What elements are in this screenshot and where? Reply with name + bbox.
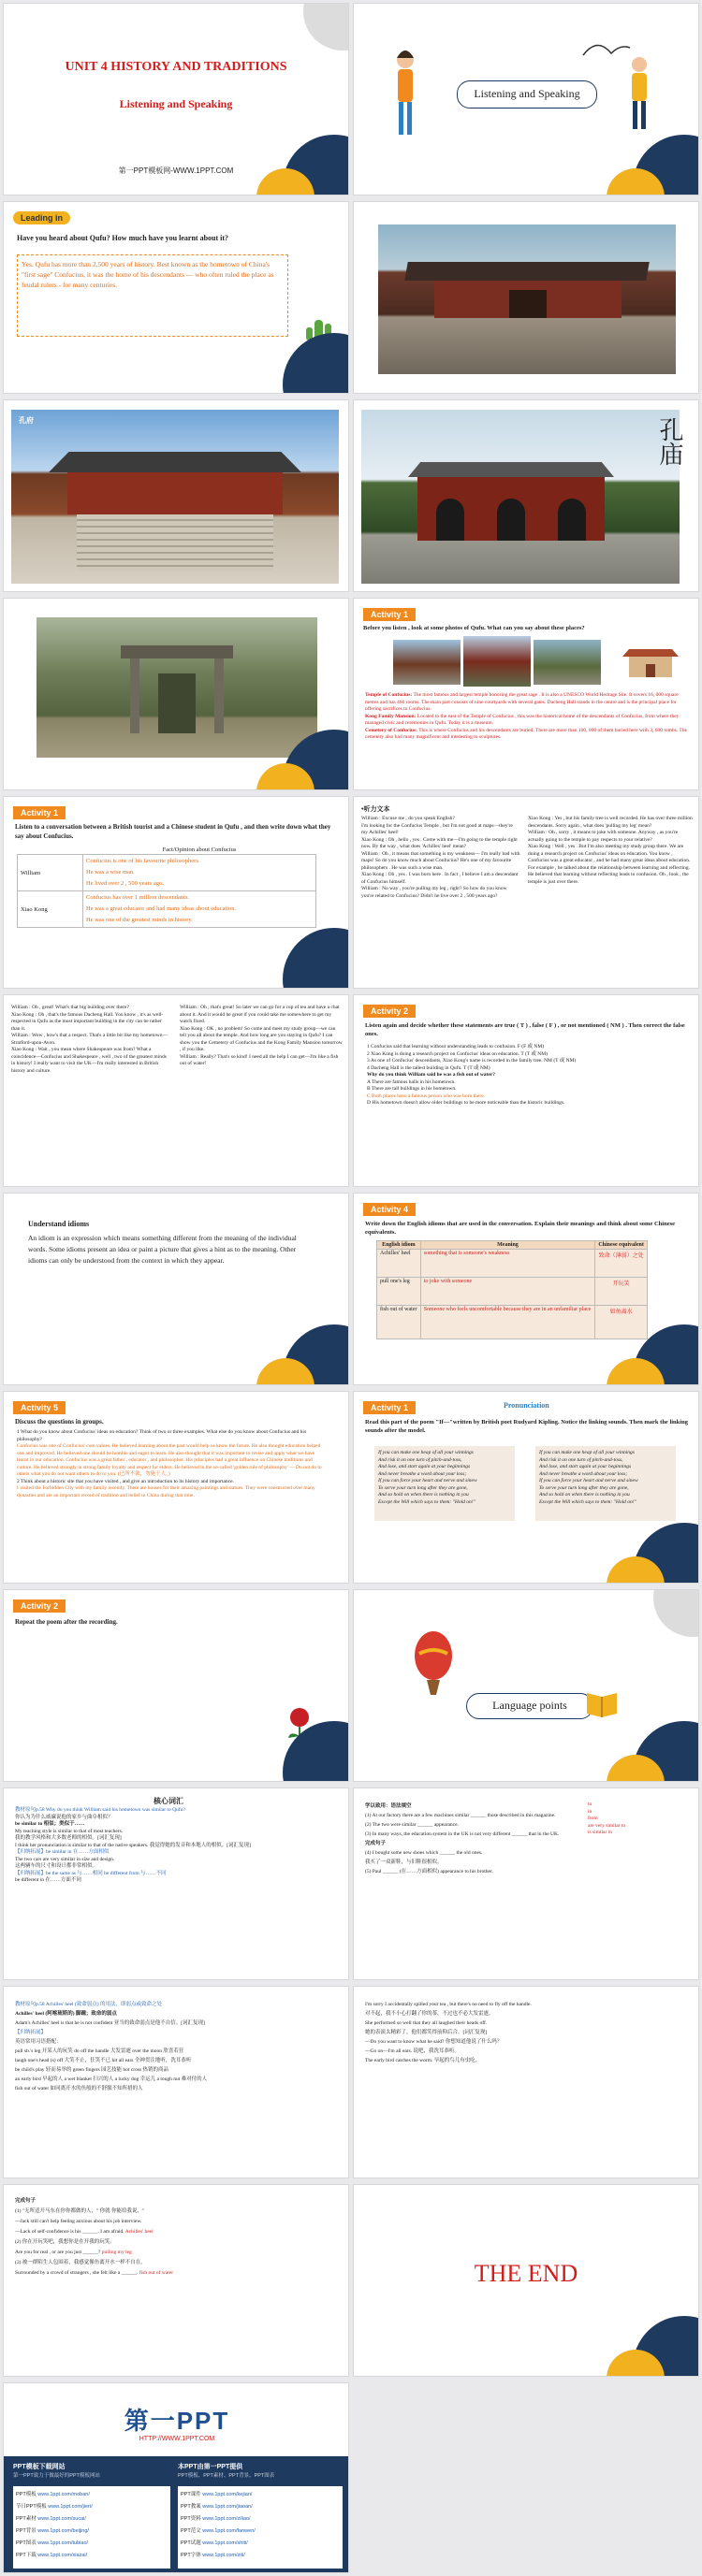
slide-transcript-1 [353,796,699,989]
promo-link[interactable]: PPT素材 www.1ppt.com/sucai/ [16,2516,86,2522]
discussion-content [17,1429,326,1499]
activity-tag: Activity 2 [13,1599,66,1613]
table-row: fish out of water Someone who feels uncomfortable because they are in an unfamiliar place 如鱼离水 [377,1306,648,1339]
girl-illustration-icon [382,41,429,153]
transcript-head: •听力文本 [361,805,390,813]
promo-panel [4,2456,349,2573]
table-row [18,891,316,928]
statement-item: 4 Dacheng Hall is the tallest building in Qufu. T (T 或 NM) [367,1064,490,1071]
example-sentences: I'm sorry I accidentally spilled your tea , but there's no need to fly off the handle. 对不起，我不小心打翻了你的茶，不过也不必大发雷霆。 She performed so well that they all laughed their heads off. 她的表演太精彩了，他们都笑得前仰后合。[词汇复现] —Do you want to know what he said? 你想知道他说了什么吗？ —Go on—I'm all ears. 说吧，我洗耳恭听。 The early bird catches the worm. 早起的鸟儿有虫吃。 [365,2002,532,2063]
vocab-body: 教材原句p.58 Why do you think William said his hometown was similar to Qufu? 你认为为什么威廉说他的家乡与曲阜相似？ be similar to 相似；类似于…… My teaching style is similar to that of most teachers. 我的教学风格和大多数老师的相似。[词汇复现] I think her pronunciation is similar to that of the native speakers. 我觉得她的发音和本地人的相似。[词汇复现] 【归纳拓展】be similar in 在……方面相似 The two cars are very similar in size and design. 这两辆车的尺寸和设计都非常相似。 【归纳拓展】be the same as 与……相同 be different from 与……不同 be different in 在……方面不同 [15,1807,251,1883]
promo-left-sub: 第一PPT致力于做最好的PPT模板网站 [13,2473,100,2479]
idiom-table [376,1240,648,1339]
pronunciation-head: Pronunciation [504,1401,549,1410]
discussion-question: 2 Think about a historic site that you have visited , and give an introduction to its history and importance. [17,1478,234,1484]
statement-list [367,1044,685,1107]
promo-link[interactable]: PPT下载 www.1ppt.com/xiazai/ [16,2553,88,2558]
fact-item: He was one of the greatest minds in history. [86,917,193,923]
promo-link[interactable]: PPT教案 www.1ppt.com/jiaoan/ [181,2504,253,2510]
fact-item: Confucius has over 1 million descendants. [86,894,190,901]
fact-item: He lived over 2 , 500 years ago. [86,880,164,887]
temple-description: Temple of Confucius: The most famous and largest temple honoring the great sage . It is also a UNESCO World Heritage Site. It covers 16, 000 square metres and has 466 rooms. The main part consists of nine courtyards with several gates. Dacheng Hall stands in the centre and is the principal place for offering sacrifices to Confucius. Kong Family Mansion: Located to the east of the Temple of Confucius , this was the historical home of the descendants of Confucius, from where they managed civic and ceremonies in Qufu. Today it is a museum. Cemetery of Confucius: This is where Confucius and his descendants are buried. There are more than 100, 000 of them buried here with 3, 600 tombs. The cemetery also had many magnificent and interesting to sculptures. [365,692,687,740]
promo-link[interactable]: PPT图表 www.1ppt.com/tubiao/ [16,2540,89,2546]
sentence-list: 完成句子 (1) "无所适开马东在你你都做的人，" 你就 你能给我说，" —Jack still can't help feeling anxious about his job interview. —Lack of self-confidence is his ______. I am afraid. Achilles' heel (2) 你在开玩笑吧，我想你是在开我的玩笑。 Are you for real , or are you just ______? pulling my leg (3) 被一群陌生人包围着，我感觉像鱼离开水一样不自在。 Surrounded by a crowd of strangers , she felt like a ______. fish out of water [15,2198,174,2276]
slide-activity2 [353,994,699,1187]
promo-logo: 第一PPT [124,2407,230,2435]
discussion-head: Discuss the questions in groups. [15,1418,104,1425]
promo-link[interactable]: PPT范文 www.1ppt.com/fanwen/ [181,2528,256,2534]
speaker-name: Xiao Kong [18,891,83,928]
discussion-answer: I visited the Forbidden City with my family recently. There are houses for their amazing paintings and statues. They were constructed over many dynasties and are an important record of tradition and belief in China during that time. [17,1485,315,1498]
temple-gate-photo [361,410,680,584]
slide-activity5 [3,1391,349,1584]
boy-illustration-icon [621,51,658,135]
decor-circle [303,3,349,51]
activity-instruction: Listen to a conversation between a British tourist and a Chinese student in Qufu , and then write down what they say about Confucius. [15,823,331,840]
temple-photo [378,224,676,374]
discussion-question: 1 What do you know about Confucius' ideas on education? Think of two or three examples. What else do you know about Confucius and his philosophy? [17,1429,307,1442]
statement-item: 3 As one of Confucius' descendants, Xiao Kong's name is recorded in the family tree. NM (T 或 NM) [367,1058,577,1064]
slide-photo-cemetery [3,598,349,790]
fact-table [17,846,316,928]
answer: Achilles' heel [124,2229,154,2235]
table-header: Fact/Opinion about Confucius [162,847,237,853]
option-item: A There are famous halls in his hometown. [367,1078,456,1085]
cemetery-photo [37,617,317,758]
promo-link[interactable]: PPT模板 www.1ppt.com/moban/ [16,2492,90,2497]
promo-links-right [178,2486,343,2569]
section-title: Listening and Speaking [457,80,597,109]
fact-item: He was a great educator and had many ideas about education. [86,905,237,912]
decor-circle [283,333,349,394]
speaker-name: William [18,855,83,891]
temple-gate-label: 孔庙 [655,417,683,466]
activity-tag: Activity 1 [363,1401,416,1414]
promo-links-left [13,2486,170,2569]
slide-vocab-exercise [353,1787,699,1980]
slide-understand-idioms [3,1193,349,1385]
slide-idiom-examples [353,1986,699,2178]
option-item: B There are tall buildings in his hometown. [367,1086,457,1092]
the-end-title: THE END [474,2260,578,2287]
slide-title [3,3,349,195]
idioms-head: Understand idioms [28,1220,90,1228]
unit-subtitle: Listening and Speaking [119,97,233,110]
activity-question: Before you listen , look at some photos of Qufu. What can you say about these places? [363,625,585,631]
mansion-label: 孔府 [19,416,34,425]
statement-item: 2 Xiao Kong is doing a research project on Confucius' ideas on education. T (T 或 NM) [367,1050,548,1057]
promo-right-head: 本PPT由第一PPT提供 [178,2464,243,2470]
slide-activity1-table [3,796,349,989]
activity-tag: Activity 5 [13,1401,66,1414]
promo-link[interactable]: PPT试题 www.1ppt.com/shiti/ [181,2540,248,2546]
slide-the-end [353,2184,699,2377]
promo-link[interactable]: PPT课件 www.1ppt.com/kejian/ [181,2492,253,2497]
slide-transcript-2 [3,994,349,1187]
slide-activity4 [353,1193,699,1385]
activity-tag: Activity 4 [363,1203,416,1216]
promo-right-sub: PPT模板、PPT素材、PPT背景、PPT图表 [178,2473,275,2479]
ancient-building-illustration-icon [618,638,683,687]
poem-left: If you can make one heap of all your winnings And risk it on one turn of pitch-and-toss, And lose, and start again at your beginnings And never breathe a word about your loss; If you can force your heart and nerve and sinew To serve your turn long after they are gone, And so hold on when there is nothing in you Except the Will which says to them: "Hold on!" [374,1446,515,1521]
promo-link[interactable]: PPT背景 www.1ppt.com/beijing/ [16,2528,89,2534]
slide-photo-temple-gate [353,399,699,592]
table-header: Chinese equivalent [595,1241,648,1250]
book-icon [583,1684,621,1721]
transcript-left: William : Excuse me , do you speak English? I'm looking for the Confucius Temple , but I'm not good at maps—they're my Achilles' heel! Xiao Kong : Oh , hello , yes . Come with me—I'm going to the temple right now. By the way , what does 'Achilles' heel' mean? William : Oh , it means that something is my weakness— I'm really bad with maps! So do you know much about Confucius? He's one of my favourite philosophers . He was such a wise man. Xiao Kong : Oh , yes . I was born here . In fact , I believe I am a descendant of Confucius himself. William : No way , you're pulling my leg , right? So how do you know you're related to Confucius? Didn't he live over 2 , 500 years ago? [361,816,520,899]
table-row [18,855,316,891]
slide-pronunciation [353,1391,699,1584]
transcript-right: Xiao Kong : Yes , but his family tree is well recorded. He has over three million descendants. Sorry again , what does 'pulling my leg' mean? William : Oh , sorry , it means to joke with someone. Anyway , as you're actually going to the temple to pay respects to your relative? Xiao Kong : Well , yes . But I'm also meeting my study group there. We are doing a research project on Confucius' ideas on education. You know , Confucius was a great educator , and he had many great ideas about education. For example , he talked about the relationship between learning and reflecting. He believed that learning without reflecting leads to confusion. Oh , look , the temple is just over there. [528,816,693,885]
answer: pulling my leg [101,2250,132,2255]
decor-circle [283,928,349,989]
question-text: Why do you think William said he was a fish out of water? [367,1072,496,1078]
table-row: pull one's leg to joke with someone 开玩笑 [377,1278,648,1306]
photo-thumb [463,636,531,687]
activity-instruction: Write down the English idioms that are used in the conversation. Explain their meanings and think about some Chinese equivalents. [365,1221,676,1236]
slide-repeat-poem [3,1589,349,1782]
promo-link[interactable]: PPT资料 www.1ppt.com/ziliao/ [181,2516,251,2522]
slide-complete-sentences [3,2184,349,2377]
transcript-left: William : Oh , great! What's that big building over there? Xiao Kong : Oh , that's the famous Dacheng Hall. You know , it's as well-respected in Qufu as the most important building in the city can be rather than it. William : Wow , how's that a respect. That's a little bit like my hometown—Stratford-upon-Avon. Xiao Kong : Wait , you mean where Shakespeare was from? What a coincidence—Confucius and Shakespeare , well , two of the greatest minds in history! I really want to visit the UK—I'm really interested in British history and culture. [11,1005,168,1074]
repeat-instruction: Repeat the poem after the recording. [15,1618,118,1626]
slide-leading-in [3,201,349,394]
answer: fish out of water [139,2270,174,2276]
mansion-photo [11,410,339,584]
idiom-notes: 教材原句p.58 Achilles' heel (致命弱点) 的用法，即弱点或致命之处 Achilles' heel (阿喀琉斯的) 脚踵；致命的弱点 Adam's Achilles' heel is that he is not confident 亚当的致命弱点是他不自信。[词汇复现] 【归纳拓展】 英语常用习语搭配： pull sb.'s leg 开某人的玩笑 do off the handle 大发雷霆 over the moon 欣喜若狂 laugh one's head (s) off 大笑不止，狂笑不已 hit all ears 全神贯注地听，洗耳恭听 be child's play 轻而易举的 green fingers 园艺技能 hot cross 热销的商品 an early bird 早起的人 a wet blanket 扫兴的人 a lucky dog 幸运儿 a tough nut 难对付的人 fish out of water 如同离开水的鱼般的不舒服不知所措的人 [15,2002,208,2091]
unit-title: UNIT 4 HISTORY AND TRADITIONS [65,60,287,74]
slide-photo-temple [353,201,699,394]
balloon-icon [410,1628,457,1730]
promo-left-head: PPT模板下载网站 [13,2464,66,2470]
activity-instruction: Listen again and decide whether these statements are true ( T ) , false ( F ) , or not mentioned ( NM ) . Then correct the false ones. [365,1022,685,1037]
table-header: English idiom [377,1241,421,1250]
table-header: Meaning [420,1241,594,1250]
slide-promo [3,2382,349,2573]
slide-core-vocab [3,1787,349,1980]
photo-thumb [534,640,601,685]
decor-circle [653,1589,699,1637]
promo-url: HTTP://WWW.1PPT.COM [139,2436,215,2442]
vocab-head: 核心词汇 [154,1797,183,1805]
leading-answer: Yes. Qufu has more than 2,500 years of history. Best known as the hometown of China's "first sage" Confucius, it was the home of his descendants — who often ruled the place as feudal rulers - for many centuries. [17,254,288,337]
leading-in-tag: Leading in [13,211,70,224]
slide-section [353,3,699,195]
activity-tag: Activity 2 [363,1005,416,1018]
discussion-answer: Confucius was one of Confucius' core values. He believed learning about the past would help us know the future. He also thought education helped one and improved. He believed one should be humble and eager to learn. He also thought that it was important to revise and apply what we have learnt in our education. Confucius was a great father , educator , and philosopher. His principles had a great influence on Chinese traditions and culture. He believed strongly in strong family loyalty and respect for elders. He believed in the so-called 'golden rule of philosophy' — Do not do to others what you do not want others to do to you. (已所不欲，勿施于人。) [17,1443,322,1477]
slide-activity1-photos [353,598,699,790]
activity-tag: Activity 1 [13,806,66,819]
answer-key: to in from are very similar to is similar in [588,1802,626,1835]
statement-item: 1 Confucius said that learning without understanding leads to confusion. F (F 或 NM) [367,1044,545,1049]
fact-item: He was a wise man. [86,869,135,876]
brand-text: 第一PPT模板网-WWW.1PPT.COM [118,166,234,175]
table-row: Achilles' heel something that is someone's weakness 致命（薄弱）之处 [377,1250,648,1278]
exercise-body: 学以致用：语法填空 (1) At our factory there are a few machines similar ______ those described in this magazine. (2) The two were similar ______ appearance. (3) In many ways, the education system in the UK is not very different ______ that in the UK. 完成句子 (4) I bought some new shoes which ______ the old ones. 我买了一双新鞋，与旧鞋很相似。 (5) Paul ______ (在……方面相似) appearance to his brother. [365,1803,560,1874]
photo-thumb [393,640,461,685]
poem-right: If you can make one heap of all your winnings And risk it on one turn of pitch-and-toss, And lose, and start again at your beginnings And never breathe a word about your loss; If you can force your heart and nerve and sinew To serve your turn long after they are gone, And so hold on when there is nothing in you Except the Will which says to them: "Hold on!" [535,1446,676,1521]
transcript-right: William : Oh , that's great! So later we can go for a cup of tea and have a chat about it. And it would be great if you could take me somewhere to get my watch fixed. Xiao Kong : OK , no problem! So come and meet my study group—we can tell you all about the temple. And how long are you staying in Qufu? I can show you the Cemetery of Confucius and the Kong Family Mansion tomorrow , if you like. William : Really? That's so kind! I need all the help I can get—I'm like a fish out of water! [180,1005,343,1066]
promo-link[interactable]: PPT字体 www.1ppt.com/ziti/ [181,2553,245,2558]
activity-instruction: Read this part of the poem "If—"written by British poet Rudyard Kipling. Notice the linking sounds. Then mark the linking sounds after the model. [365,1419,688,1434]
slide-language-points [353,1589,699,1782]
leading-question: Have you heard about Qufu? How much have you learnt about it? [17,234,229,242]
slide-achilles-heel [3,1986,349,2178]
promo-link[interactable]: 节日PPT模板 www.1ppt.com/jieri/ [16,2504,93,2510]
fact-item: Confucius is one of his favourite philosophers. [86,858,200,864]
idioms-text: An idiom is an expression which means something different from the meaning of the individual words. Some idioms present an idea or paint a picture that gives a hint as to the meaning. Other idioms can only be understood from the context in which they appear. [28,1234,297,1265]
slide-photo-mansion [3,399,349,592]
language-points-title: Language points [466,1693,593,1719]
option-item: C Both places have a famous person who was born there. [367,1093,486,1099]
activity-tag: Activity 1 [363,608,416,621]
option-item: D His hometown doesn't allow older buildings to be more noticeable than the historic buildings. [367,1100,565,1106]
